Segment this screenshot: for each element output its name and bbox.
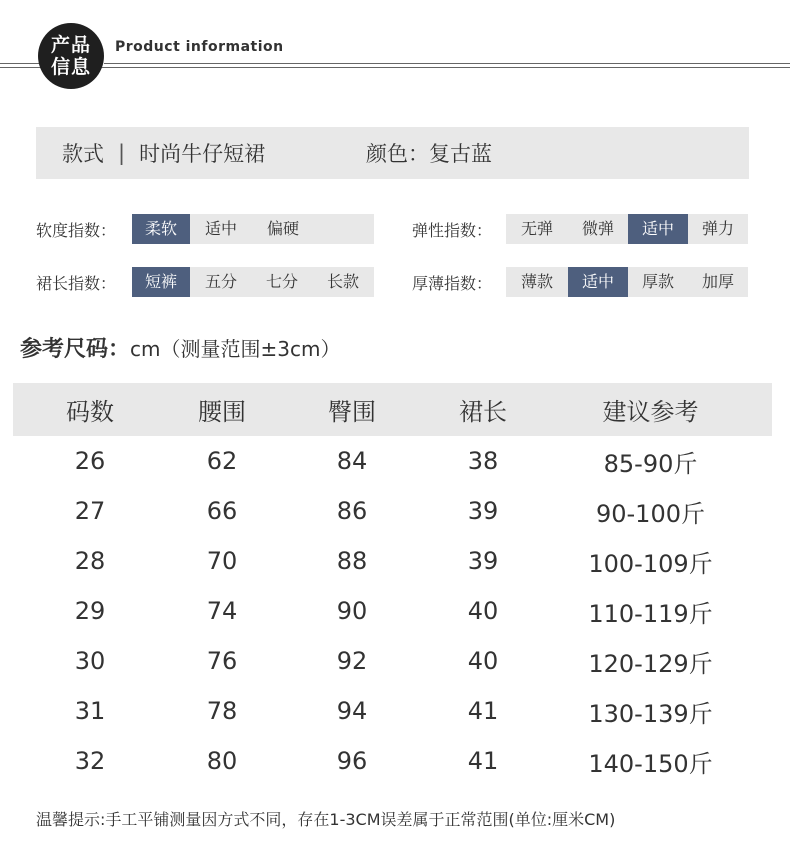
table-row bbox=[13, 636, 772, 686]
table-row bbox=[13, 586, 772, 636]
cell-recommend: 85-90斤 bbox=[603, 449, 698, 478]
cell-hip: 94 bbox=[336, 697, 368, 725]
cell-length: 40 bbox=[467, 597, 499, 625]
cell-length: 39 bbox=[467, 547, 499, 575]
softness-option-soft: 柔软 bbox=[132, 214, 190, 244]
reference-unit-note: cm（测量范围±3cm） bbox=[130, 337, 341, 361]
reference-size-title bbox=[20, 332, 340, 363]
cell-size: 31 bbox=[74, 697, 106, 725]
cell-waist: 66 bbox=[206, 497, 238, 525]
cell-size: 32 bbox=[74, 747, 106, 775]
thickness-option-extra-thick: 加厚 bbox=[701, 272, 734, 291]
table-row bbox=[13, 686, 772, 736]
cell-waist: 76 bbox=[206, 647, 238, 675]
cell-hip: 86 bbox=[336, 497, 368, 525]
table-row bbox=[13, 436, 772, 486]
cell-recommend: 100-109斤 bbox=[588, 549, 713, 578]
cell-hip: 92 bbox=[336, 647, 368, 675]
cell-waist: 78 bbox=[206, 697, 238, 725]
length-index bbox=[36, 267, 116, 297]
length-option-shorts: 短裤 bbox=[132, 267, 190, 297]
header-divider-left bbox=[0, 63, 40, 64]
softness-option-medium: 适中 bbox=[204, 219, 237, 238]
style-label: 款式 bbox=[62, 142, 104, 166]
style-value: 时尚牛仔短裙 bbox=[139, 142, 266, 166]
elasticity-index bbox=[412, 214, 492, 244]
cell-size: 29 bbox=[74, 597, 106, 625]
cell-length: 41 bbox=[467, 747, 499, 775]
cell-size: 26 bbox=[74, 447, 106, 475]
cell-recommend: 140-150斤 bbox=[588, 749, 713, 778]
badge-line-1: 产品 bbox=[50, 34, 91, 56]
length-option-seventh: 七分 bbox=[265, 272, 298, 291]
softness-options bbox=[132, 214, 374, 244]
header-title-en: Product information bbox=[115, 39, 284, 55]
elasticity-option-slight: 微弹 bbox=[581, 219, 614, 238]
table-row bbox=[13, 486, 772, 536]
product-info-badge bbox=[38, 23, 104, 89]
cell-waist: 70 bbox=[206, 547, 238, 575]
cell-size: 27 bbox=[74, 497, 106, 525]
thickness-options bbox=[506, 267, 748, 297]
header-divider-bottom bbox=[0, 67, 790, 68]
cell-size: 28 bbox=[74, 547, 106, 575]
section-header bbox=[0, 0, 790, 100]
cell-length: 38 bbox=[467, 447, 499, 475]
size-table bbox=[13, 383, 772, 786]
cell-hip: 90 bbox=[336, 597, 368, 625]
style-bar bbox=[36, 127, 749, 179]
cell-hip: 84 bbox=[336, 447, 368, 475]
softness-option-hard: 偏硬 bbox=[266, 219, 299, 238]
length-options bbox=[132, 267, 374, 297]
cell-size: 30 bbox=[74, 647, 106, 675]
cell-hip: 88 bbox=[336, 547, 368, 575]
cell-hip: 96 bbox=[336, 747, 368, 775]
table-row bbox=[13, 736, 772, 786]
size-table-header bbox=[13, 383, 772, 436]
thickness-option-thick: 厚款 bbox=[641, 272, 674, 291]
cell-waist: 74 bbox=[206, 597, 238, 625]
elasticity-option-none: 无弹 bbox=[520, 219, 553, 238]
thickness-index bbox=[412, 267, 492, 297]
softness-index bbox=[36, 214, 116, 244]
cell-length: 41 bbox=[467, 697, 499, 725]
header-waist: 腰围 bbox=[198, 398, 246, 426]
cell-recommend: 120-129斤 bbox=[588, 649, 713, 678]
cell-recommend: 110-119斤 bbox=[588, 599, 713, 628]
elasticity-index-label: 弹性指数： bbox=[412, 220, 493, 240]
softness-index-label: 软度指数： bbox=[36, 220, 117, 240]
header-size: 码数 bbox=[66, 398, 114, 426]
cell-recommend: 90-100斤 bbox=[595, 499, 705, 528]
thickness-option-medium: 适中 bbox=[568, 267, 628, 297]
length-index-label: 裙长指数： bbox=[36, 273, 117, 293]
thickness-index-label: 厚薄指数： bbox=[412, 273, 493, 293]
header-recommend: 建议参考 bbox=[602, 398, 699, 426]
style-separator: | bbox=[118, 141, 126, 165]
length-option-long: 长款 bbox=[326, 272, 359, 291]
length-option-half: 五分 bbox=[204, 272, 237, 291]
elasticity-option-stretch: 弹力 bbox=[701, 219, 734, 238]
header-hip: 臀围 bbox=[328, 398, 376, 426]
cell-length: 39 bbox=[467, 497, 499, 525]
measurement-note: 温馨提示:手工平铺测量因方式不同，存在1-3CM误差属于正常范围(单位:厘米CM) bbox=[36, 810, 616, 829]
header-length: 裙长 bbox=[459, 398, 507, 426]
cell-recommend: 130-139斤 bbox=[588, 699, 713, 728]
elasticity-option-medium: 适中 bbox=[628, 214, 688, 244]
table-row bbox=[13, 536, 772, 586]
reference-size-label: 参考尺码： bbox=[20, 337, 131, 362]
elasticity-options bbox=[506, 214, 748, 244]
cell-length: 40 bbox=[467, 647, 499, 675]
cell-waist: 80 bbox=[206, 747, 238, 775]
cell-waist: 62 bbox=[206, 447, 238, 475]
badge-line-2: 信息 bbox=[50, 56, 91, 78]
color-text: 颜色：复古蓝 bbox=[366, 142, 492, 166]
thickness-option-thin: 薄款 bbox=[520, 272, 553, 291]
header-divider-top bbox=[104, 63, 790, 64]
